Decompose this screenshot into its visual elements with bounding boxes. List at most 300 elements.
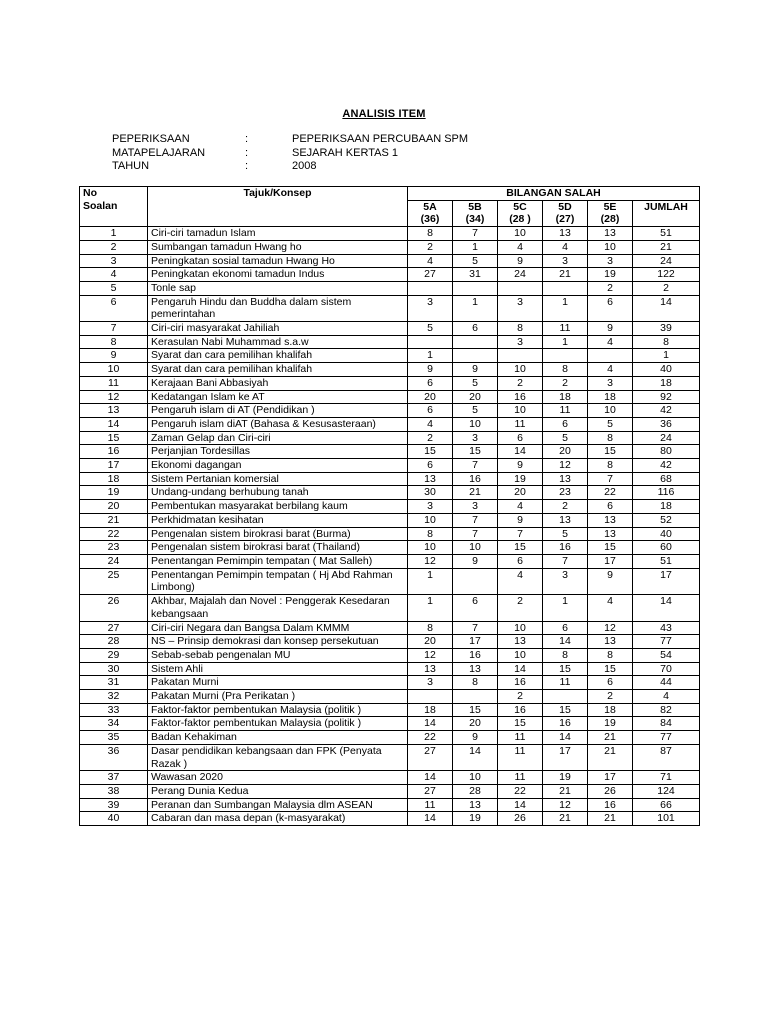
page-title: ANALISIS ITEM xyxy=(342,108,426,120)
table-row xyxy=(80,486,700,500)
cell-topic: Pakatan Murni (Pra Perikatan ) xyxy=(148,690,408,704)
cell-total: 44 xyxy=(633,676,700,690)
cell-question-number: 9 xyxy=(80,349,148,363)
cell-wrong-count xyxy=(408,335,453,349)
table-row xyxy=(80,376,700,390)
cell-topic: Syarat dan cara pemilihan khalifah xyxy=(148,363,408,377)
cell-wrong-count xyxy=(498,281,543,295)
cell-topic: Perang Dunia Kedua xyxy=(148,784,408,798)
cell-question-number: 21 xyxy=(80,513,148,527)
header-class xyxy=(588,200,633,226)
cell-wrong-count: 6 xyxy=(543,417,588,431)
cell-wrong-count: 21 xyxy=(453,486,498,500)
cell-wrong-count: 18 xyxy=(588,703,633,717)
cell-wrong-count: 6 xyxy=(408,459,453,473)
cell-total: 8 xyxy=(633,335,700,349)
cell-wrong-count: 10 xyxy=(453,417,498,431)
cell-topic: Dasar pendidikan kebangsaan dan FPK (Penyata Razak ) xyxy=(148,744,408,770)
cell-topic: Sumbangan tamadun Hwang ho xyxy=(148,240,408,254)
cell-question-number: 25 xyxy=(80,568,148,594)
header-class-count: (27) xyxy=(555,213,575,226)
cell-question-number: 27 xyxy=(80,621,148,635)
exam-info-separator: : xyxy=(245,146,249,159)
header-tajuk-konsep: Tajuk/Konsep xyxy=(148,187,408,227)
table-row xyxy=(80,513,700,527)
table-row xyxy=(80,568,700,594)
cell-wrong-count: 27 xyxy=(408,268,453,282)
cell-wrong-count: 3 xyxy=(408,676,453,690)
cell-question-number: 30 xyxy=(80,662,148,676)
cell-question-number: 38 xyxy=(80,784,148,798)
cell-wrong-count: 20 xyxy=(453,717,498,731)
cell-wrong-count: 7 xyxy=(588,472,633,486)
table-row xyxy=(80,731,700,745)
table-row xyxy=(80,717,700,731)
table-row xyxy=(80,472,700,486)
cell-question-number: 24 xyxy=(80,554,148,568)
cell-topic: Pengenalan sistem birokrasi barat (Thailand) xyxy=(148,541,408,555)
cell-topic: Pengaruh Hindu dan Buddha dalam sistem pemerintahan xyxy=(148,295,408,321)
cell-wrong-count: 6 xyxy=(408,404,453,418)
cell-wrong-count: 13 xyxy=(588,635,633,649)
table-row xyxy=(80,635,700,649)
exam-info-label: MATAPELAJARAN xyxy=(112,146,206,159)
header-class-name: 5E xyxy=(603,200,617,213)
table-row xyxy=(80,268,700,282)
header-class xyxy=(543,200,588,226)
cell-wrong-count: 4 xyxy=(543,240,588,254)
table-row xyxy=(80,648,700,662)
cell-total: 24 xyxy=(633,431,700,445)
cell-wrong-count: 8 xyxy=(453,676,498,690)
cell-wrong-count: 9 xyxy=(453,554,498,568)
cell-wrong-count: 3 xyxy=(543,254,588,268)
cell-wrong-count: 13 xyxy=(543,513,588,527)
table-row xyxy=(80,771,700,785)
cell-wrong-count: 11 xyxy=(543,404,588,418)
cell-wrong-count: 1 xyxy=(543,595,588,621)
table-row xyxy=(80,335,700,349)
cell-wrong-count: 6 xyxy=(408,376,453,390)
cell-wrong-count: 6 xyxy=(588,295,633,321)
cell-wrong-count: 3 xyxy=(588,376,633,390)
table-row xyxy=(80,676,700,690)
cell-wrong-count: 1 xyxy=(453,240,498,254)
cell-wrong-count: 23 xyxy=(543,486,588,500)
cell-question-number: 8 xyxy=(80,335,148,349)
cell-total: 70 xyxy=(633,662,700,676)
exam-info xyxy=(112,133,468,174)
cell-wrong-count: 1 xyxy=(543,335,588,349)
cell-wrong-count: 6 xyxy=(588,500,633,514)
cell-wrong-count: 19 xyxy=(543,771,588,785)
cell-wrong-count: 20 xyxy=(453,390,498,404)
cell-wrong-count: 14 xyxy=(408,771,453,785)
cell-question-number: 12 xyxy=(80,390,148,404)
cell-question-number: 17 xyxy=(80,459,148,473)
header-class-name: 5A xyxy=(423,200,437,213)
cell-wrong-count: 11 xyxy=(498,731,543,745)
table-row xyxy=(80,595,700,621)
cell-wrong-count: 3 xyxy=(408,500,453,514)
cell-question-number: 29 xyxy=(80,648,148,662)
cell-wrong-count: 2 xyxy=(543,376,588,390)
cell-wrong-count: 7 xyxy=(453,227,498,241)
cell-wrong-count: 9 xyxy=(498,459,543,473)
cell-wrong-count: 1 xyxy=(543,295,588,321)
cell-total: 54 xyxy=(633,648,700,662)
cell-wrong-count: 13 xyxy=(543,227,588,241)
cell-wrong-count: 10 xyxy=(453,541,498,555)
cell-wrong-count: 12 xyxy=(408,648,453,662)
table-row xyxy=(80,445,700,459)
exam-info-row xyxy=(112,160,468,174)
cell-wrong-count: 12 xyxy=(543,798,588,812)
cell-wrong-count: 13 xyxy=(408,472,453,486)
cell-wrong-count: 5 xyxy=(588,417,633,431)
cell-wrong-count: 16 xyxy=(498,676,543,690)
table-row xyxy=(80,541,700,555)
cell-question-number: 32 xyxy=(80,690,148,704)
table-row xyxy=(80,662,700,676)
header-class xyxy=(453,200,498,226)
exam-info-label: TAHUN xyxy=(112,160,150,172)
cell-wrong-count: 14 xyxy=(543,731,588,745)
cell-total: 43 xyxy=(633,621,700,635)
cell-wrong-count: 3 xyxy=(408,295,453,321)
table-row xyxy=(80,349,700,363)
cell-wrong-count: 15 xyxy=(588,541,633,555)
cell-wrong-count: 9 xyxy=(453,363,498,377)
cell-wrong-count: 16 xyxy=(498,390,543,404)
cell-wrong-count: 6 xyxy=(498,554,543,568)
cell-wrong-count: 1 xyxy=(408,349,453,363)
cell-wrong-count: 2 xyxy=(588,281,633,295)
exam-info-separator: : xyxy=(245,133,249,145)
cell-wrong-count: 5 xyxy=(408,322,453,336)
cell-wrong-count: 20 xyxy=(408,635,453,649)
cell-wrong-count: 8 xyxy=(588,648,633,662)
cell-wrong-count: 18 xyxy=(588,390,633,404)
cell-wrong-count: 13 xyxy=(453,662,498,676)
cell-wrong-count: 19 xyxy=(588,717,633,731)
cell-wrong-count: 9 xyxy=(588,568,633,594)
header-no-soalan: No Soalan xyxy=(80,187,148,227)
cell-topic: Badan Kehakiman xyxy=(148,731,408,745)
cell-total: 77 xyxy=(633,635,700,649)
cell-topic: NS – Prinsip demokrasi dan konsep persekutuan xyxy=(148,635,408,649)
cell-topic: Peningkatan sosial tamadun Hwang Ho xyxy=(148,254,408,268)
cell-wrong-count: 13 xyxy=(588,527,633,541)
cell-wrong-count: 2 xyxy=(408,240,453,254)
cell-wrong-count: 15 xyxy=(498,717,543,731)
cell-total: 4 xyxy=(633,690,700,704)
cell-wrong-count: 21 xyxy=(588,812,633,826)
cell-wrong-count xyxy=(408,281,453,295)
cell-total: 14 xyxy=(633,595,700,621)
cell-question-number: 34 xyxy=(80,717,148,731)
cell-topic: Peningkatan ekonomi tamadun Indus xyxy=(148,268,408,282)
header-class-count: (36) xyxy=(420,213,440,226)
cell-total: 124 xyxy=(633,784,700,798)
table-row xyxy=(80,500,700,514)
cell-total: 2 xyxy=(633,281,700,295)
cell-wrong-count xyxy=(543,690,588,704)
cell-wrong-count: 13 xyxy=(543,472,588,486)
cell-wrong-count xyxy=(453,568,498,594)
table-row xyxy=(80,798,700,812)
cell-wrong-count: 6 xyxy=(453,322,498,336)
cell-wrong-count: 10 xyxy=(498,227,543,241)
cell-wrong-count: 13 xyxy=(588,513,633,527)
cell-topic: Sistem Pertanian komersial xyxy=(148,472,408,486)
cell-wrong-count: 8 xyxy=(408,621,453,635)
cell-wrong-count: 6 xyxy=(588,676,633,690)
header-class-name: 5C xyxy=(513,200,527,213)
cell-question-number: 23 xyxy=(80,541,148,555)
table-row xyxy=(80,431,700,445)
table-row xyxy=(80,404,700,418)
exam-info-label: PEPERIKSAAN xyxy=(112,133,190,145)
cell-wrong-count: 11 xyxy=(498,417,543,431)
cell-wrong-count: 7 xyxy=(453,621,498,635)
cell-topic: Pengenalan sistem birokrasi barat (Burma) xyxy=(148,527,408,541)
table-row xyxy=(80,363,700,377)
cell-topic: Wawasan 2020 xyxy=(148,771,408,785)
cell-topic: Pengaruh islam diAT (Bahasa & Kesusasteraan) xyxy=(148,417,408,431)
cell-wrong-count: 12 xyxy=(408,554,453,568)
cell-wrong-count: 3 xyxy=(453,500,498,514)
cell-total: 82 xyxy=(633,703,700,717)
cell-topic: Zaman Gelap dan Ciri-ciri xyxy=(148,431,408,445)
cell-question-number: 13 xyxy=(80,404,148,418)
cell-topic: Penentangan Pemimpin tempatan ( Hj Abd Rahman Limbong) xyxy=(148,568,408,594)
cell-wrong-count: 17 xyxy=(543,744,588,770)
cell-wrong-count: 4 xyxy=(588,335,633,349)
cell-question-number: 18 xyxy=(80,472,148,486)
table-row xyxy=(80,621,700,635)
cell-total: 51 xyxy=(633,227,700,241)
cell-wrong-count: 3 xyxy=(498,335,543,349)
cell-wrong-count: 4 xyxy=(588,363,633,377)
cell-wrong-count: 20 xyxy=(498,486,543,500)
cell-question-number: 26 xyxy=(80,595,148,621)
cell-wrong-count: 11 xyxy=(543,322,588,336)
cell-wrong-count: 14 xyxy=(543,635,588,649)
cell-question-number: 16 xyxy=(80,445,148,459)
table-row xyxy=(80,390,700,404)
table-row xyxy=(80,744,700,770)
cell-wrong-count: 21 xyxy=(588,731,633,745)
cell-wrong-count xyxy=(588,349,633,363)
cell-total: 21 xyxy=(633,240,700,254)
cell-question-number: 1 xyxy=(80,227,148,241)
cell-total: 101 xyxy=(633,812,700,826)
cell-wrong-count: 16 xyxy=(543,541,588,555)
header-class-name: 5D xyxy=(558,200,572,213)
exam-info-row xyxy=(112,133,468,147)
cell-total: 80 xyxy=(633,445,700,459)
cell-wrong-count: 8 xyxy=(543,648,588,662)
table-row xyxy=(80,690,700,704)
cell-question-number: 15 xyxy=(80,431,148,445)
cell-wrong-count: 11 xyxy=(408,798,453,812)
cell-topic: Cabaran dan masa depan (k-masyarakat) xyxy=(148,812,408,826)
cell-wrong-count: 15 xyxy=(588,445,633,459)
table-row xyxy=(80,227,700,241)
cell-total: 39 xyxy=(633,322,700,336)
cell-total: 71 xyxy=(633,771,700,785)
cell-question-number: 3 xyxy=(80,254,148,268)
cell-wrong-count: 3 xyxy=(588,254,633,268)
cell-total: 122 xyxy=(633,268,700,282)
cell-wrong-count: 13 xyxy=(498,635,543,649)
header-class-count: (28 ) xyxy=(509,213,531,226)
exam-info-value: SEJARAH KERTAS 1 xyxy=(292,146,398,159)
cell-wrong-count: 16 xyxy=(543,717,588,731)
cell-wrong-count: 14 xyxy=(408,717,453,731)
cell-wrong-count: 18 xyxy=(408,703,453,717)
cell-topic: Pakatan Murni xyxy=(148,676,408,690)
cell-question-number: 19 xyxy=(80,486,148,500)
cell-total: 36 xyxy=(633,417,700,431)
cell-topic: Ekonomi dagangan xyxy=(148,459,408,473)
cell-topic: Akhbar, Majalah dan Novel : Penggerak Kesedaran kebangsaan xyxy=(148,595,408,621)
cell-topic: Pembentukan masyarakat berbilang kaum xyxy=(148,500,408,514)
cell-wrong-count: 3 xyxy=(543,568,588,594)
cell-wrong-count: 9 xyxy=(498,513,543,527)
table-row xyxy=(80,240,700,254)
cell-total: 1 xyxy=(633,349,700,363)
cell-wrong-count: 3 xyxy=(453,431,498,445)
cell-wrong-count: 14 xyxy=(408,812,453,826)
cell-wrong-count: 8 xyxy=(543,363,588,377)
cell-wrong-count: 5 xyxy=(453,254,498,268)
cell-wrong-count: 15 xyxy=(453,445,498,459)
cell-wrong-count: 13 xyxy=(588,227,633,241)
cell-question-number: 20 xyxy=(80,500,148,514)
cell-wrong-count xyxy=(543,281,588,295)
cell-wrong-count: 1 xyxy=(453,295,498,321)
cell-wrong-count: 21 xyxy=(543,812,588,826)
header-class-name: 5B xyxy=(468,200,482,213)
cell-topic: Faktor-faktor pembentukan Malaysia (politik ) xyxy=(148,717,408,731)
cell-question-number: 35 xyxy=(80,731,148,745)
cell-topic: Kerajaan Bani Abbasiyah xyxy=(148,376,408,390)
cell-wrong-count: 22 xyxy=(408,731,453,745)
cell-wrong-count: 26 xyxy=(498,812,543,826)
cell-topic: Sistem Ahli xyxy=(148,662,408,676)
exam-info-row xyxy=(112,147,468,161)
cell-wrong-count: 13 xyxy=(453,798,498,812)
cell-total: 40 xyxy=(633,363,700,377)
cell-wrong-count: 9 xyxy=(408,363,453,377)
cell-wrong-count: 15 xyxy=(498,541,543,555)
cell-wrong-count: 10 xyxy=(453,771,498,785)
header-bilangan-salah: BILANGAN SALAH xyxy=(408,187,700,201)
cell-question-number: 22 xyxy=(80,527,148,541)
cell-wrong-count: 6 xyxy=(498,431,543,445)
cell-wrong-count: 4 xyxy=(498,240,543,254)
cell-wrong-count: 7 xyxy=(498,527,543,541)
cell-wrong-count: 15 xyxy=(543,662,588,676)
cell-wrong-count: 2 xyxy=(408,431,453,445)
item-analysis-table xyxy=(79,186,700,826)
cell-total: 42 xyxy=(633,404,700,418)
cell-wrong-count: 27 xyxy=(408,784,453,798)
cell-wrong-count xyxy=(543,349,588,363)
cell-wrong-count: 4 xyxy=(498,500,543,514)
cell-total: 17 xyxy=(633,568,700,594)
cell-total: 66 xyxy=(633,798,700,812)
cell-wrong-count: 14 xyxy=(453,744,498,770)
cell-wrong-count: 4 xyxy=(408,254,453,268)
cell-question-number: 36 xyxy=(80,744,148,770)
cell-question-number: 10 xyxy=(80,363,148,377)
cell-topic: Peranan dan Sumbangan Malaysia dlm ASEAN xyxy=(148,798,408,812)
cell-total: 18 xyxy=(633,500,700,514)
cell-wrong-count: 28 xyxy=(453,784,498,798)
cell-wrong-count: 31 xyxy=(453,268,498,282)
cell-wrong-count: 14 xyxy=(498,662,543,676)
cell-wrong-count: 8 xyxy=(498,322,543,336)
cell-wrong-count: 21 xyxy=(543,268,588,282)
cell-question-number: 37 xyxy=(80,771,148,785)
cell-wrong-count: 22 xyxy=(588,486,633,500)
cell-wrong-count: 10 xyxy=(588,240,633,254)
cell-topic: Kerasulan Nabi Muhammad s.a.w xyxy=(148,335,408,349)
cell-total: 60 xyxy=(633,541,700,555)
cell-wrong-count xyxy=(453,690,498,704)
cell-total: 51 xyxy=(633,554,700,568)
cell-wrong-count: 9 xyxy=(453,731,498,745)
cell-wrong-count: 18 xyxy=(543,390,588,404)
cell-wrong-count: 20 xyxy=(408,390,453,404)
cell-wrong-count: 4 xyxy=(408,417,453,431)
cell-wrong-count: 1 xyxy=(408,568,453,594)
cell-wrong-count xyxy=(453,349,498,363)
cell-wrong-count: 27 xyxy=(408,744,453,770)
cell-question-number: 6 xyxy=(80,295,148,321)
cell-total: 42 xyxy=(633,459,700,473)
cell-wrong-count: 11 xyxy=(498,744,543,770)
cell-wrong-count: 10 xyxy=(498,621,543,635)
cell-wrong-count: 17 xyxy=(588,771,633,785)
cell-question-number: 4 xyxy=(80,268,148,282)
cell-total: 18 xyxy=(633,376,700,390)
cell-wrong-count: 19 xyxy=(453,812,498,826)
cell-wrong-count: 12 xyxy=(543,459,588,473)
cell-wrong-count: 22 xyxy=(498,784,543,798)
cell-topic: Ciri-ciri masyarakat Jahiliah xyxy=(148,322,408,336)
cell-wrong-count: 15 xyxy=(543,703,588,717)
header-class xyxy=(498,200,543,226)
cell-wrong-count: 2 xyxy=(543,500,588,514)
header-class xyxy=(408,200,453,226)
cell-topic: Penentangan Pemimpin tempatan ( Mat Salleh) xyxy=(148,554,408,568)
table-row xyxy=(80,459,700,473)
cell-wrong-count: 10 xyxy=(408,541,453,555)
table-row xyxy=(80,295,700,321)
cell-wrong-count: 5 xyxy=(453,404,498,418)
cell-wrong-count: 17 xyxy=(588,554,633,568)
cell-wrong-count: 2 xyxy=(498,690,543,704)
cell-wrong-count: 14 xyxy=(498,445,543,459)
cell-wrong-count xyxy=(453,335,498,349)
cell-total: 68 xyxy=(633,472,700,486)
table-row xyxy=(80,417,700,431)
cell-total: 14 xyxy=(633,295,700,321)
